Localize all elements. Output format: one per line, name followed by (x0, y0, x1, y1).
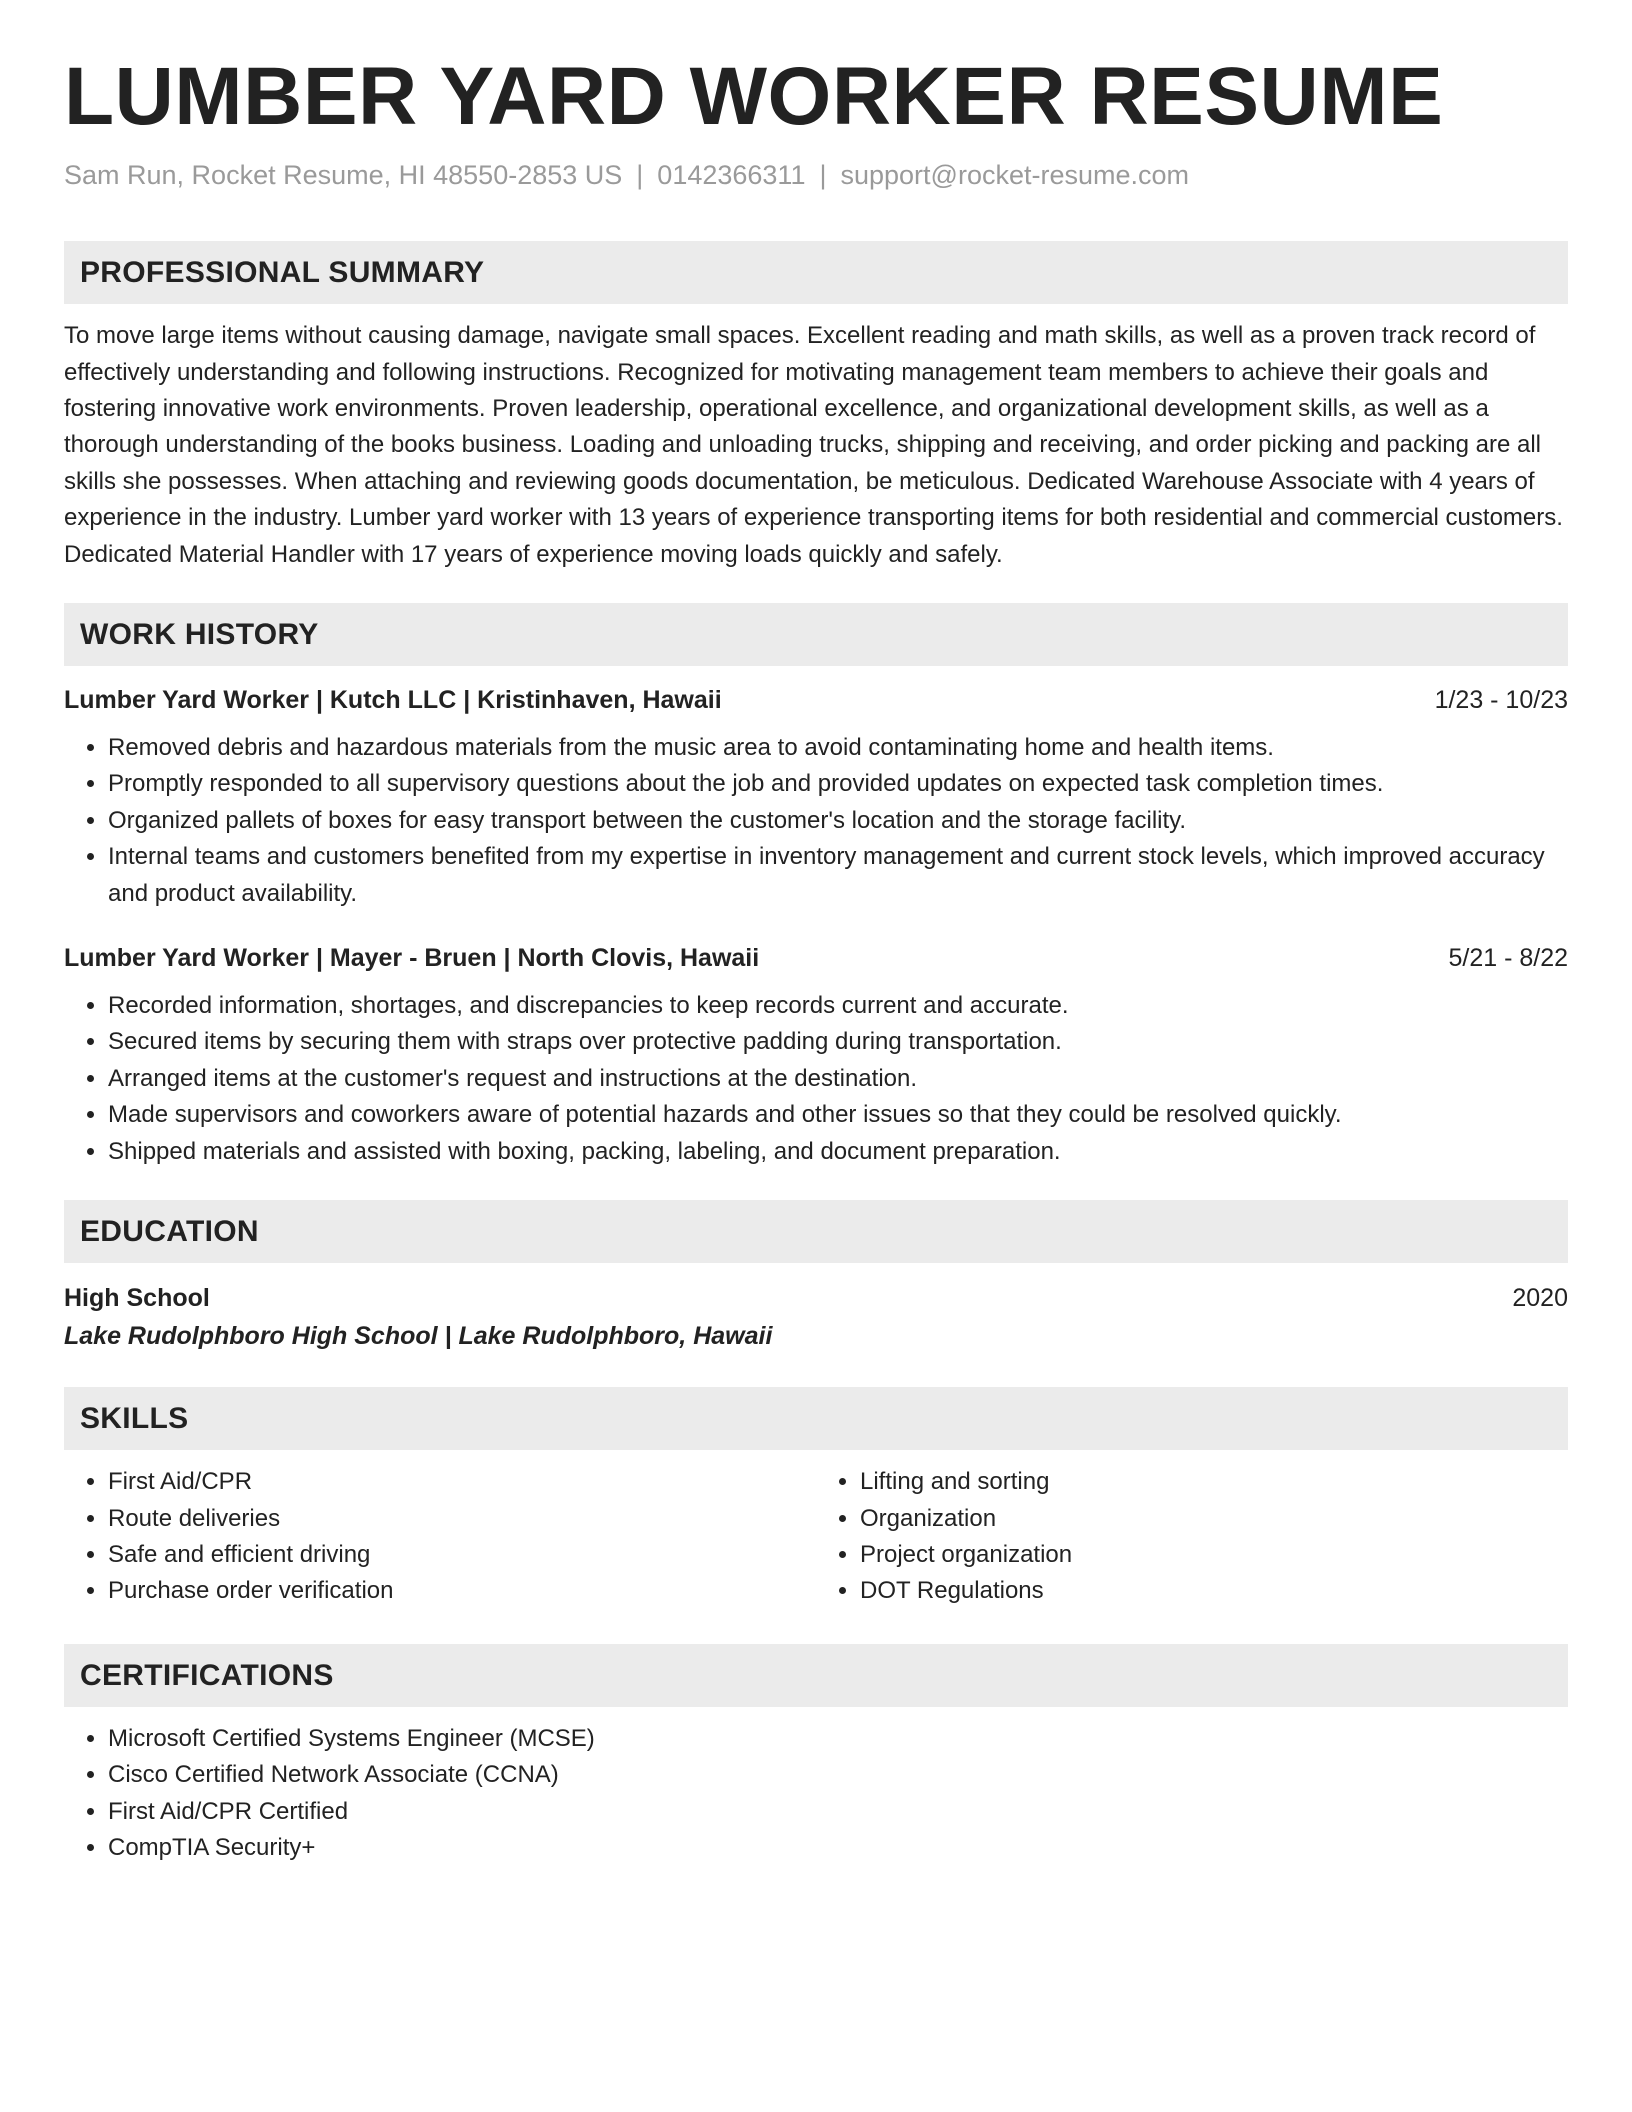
list-item: • Organized pallets of boxes for easy transport between the customer's location and the storage facility. (108, 803, 1568, 839)
certification-item: • First Aid/CPR Certified (108, 1794, 1568, 1830)
list-item: • Promptly responded to all supervisory questions about the job and provided updates on expected task completion times. (108, 766, 1568, 802)
contact-address: Sam Run, Rocket Resume, HI 48550-2853 US (64, 160, 623, 191)
education-degree: High School (64, 1284, 210, 1313)
job-header (64, 684, 1568, 716)
skills-grid (64, 1450, 1568, 1610)
skill-item: • Safe and efficient driving (108, 1537, 816, 1573)
education-entry (64, 1279, 1568, 1355)
list-item: • Made supervisors and coworkers aware of potential hazards and other issues so that they could be resolved quickly. (108, 1097, 1568, 1133)
job-dates: 1/23 - 10/23 (1434, 686, 1568, 715)
contact-separator: | (636, 160, 644, 191)
certification-item: • CompTIA Security+ (108, 1830, 1568, 1866)
job-title: Lumber Yard Worker | Mayer - Bruen | North Clovis, Hawaii (64, 944, 760, 973)
education-school: Lake Rudolphboro High School | Lake Rudolphboro, Hawaii (64, 1322, 773, 1351)
section-header-certifications: CERTIFICATIONS (64, 1644, 1568, 1707)
contact-email[interactable]: support@rocket-resume.com (840, 160, 1190, 191)
list-item: • Arranged items at the customer's request and instructions at the destination. (108, 1061, 1568, 1097)
skill-item: • Organization (860, 1501, 1568, 1537)
job-bullets (64, 730, 1568, 912)
skills-list (816, 1464, 1568, 1610)
section-header-education: EDUCATION (64, 1200, 1568, 1263)
skill-item: • Lifting and sorting (860, 1464, 1568, 1500)
education-header (64, 1279, 1568, 1317)
list-item: • Internal teams and customers benefited from my expertise in inventory management and current stock levels, which improved accuracy and product availability. (108, 839, 1568, 912)
contact-separator: | (819, 160, 827, 191)
list-item: • Removed debris and hazardous materials from the music area to avoid contaminating home and health items. (108, 730, 1568, 766)
contact-line (64, 160, 1568, 191)
skill-item: • Purchase order verification (108, 1573, 816, 1609)
contact-phone: 0142366311 (657, 160, 806, 191)
job-header (64, 942, 1568, 974)
skill-item: • Project organization (860, 1537, 1568, 1573)
section-header-work-history: WORK HISTORY (64, 603, 1568, 666)
summary-text: To move large items without causing damage, navigate small spaces. Excellent reading and math skills, as well as a proven track record of effectively understanding and following instructions. Recognized for motivating management team members to achieve their goals and fostering innovative work environments. Proven leadership, operational excellence, and organizational development skills, as well as a thorough understanding of the books business. Loading and unloading trucks, shipping and receiving, and order picking and packing are all skills she possesses. When attaching and reviewing goods documentation, be meticulous. Dedicated Warehouse Associate with 4 years of experience in the industry. Lumber yard worker with 13 years of experience transporting items for both residential and commercial customers. Dedicated Material Handler with 17 years of experience moving loads quickly and safely. (64, 322, 1563, 568)
job-bullets (64, 988, 1568, 1170)
skill-item: • DOT Regulations (860, 1573, 1568, 1609)
skills-list (64, 1464, 816, 1610)
section-header-skills: SKILLS (64, 1387, 1568, 1450)
certification-item: • Cisco Certified Network Associate (CCNA) (108, 1757, 1568, 1793)
certifications-list (64, 1721, 1568, 1867)
skills-column-right (816, 1450, 1568, 1610)
skill-item: • First Aid/CPR (108, 1464, 816, 1500)
list-item: • Secured items by securing them with straps over protective padding during transportation. (108, 1024, 1568, 1060)
section-header-summary: PROFESSIONAL SUMMARY (64, 241, 1568, 304)
list-item: • Recorded information, shortages, and discrepancies to keep records current and accurate. (108, 988, 1568, 1024)
job-title: Lumber Yard Worker | Kutch LLC | Kristinhaven, Hawaii (64, 686, 722, 715)
job-entry (64, 684, 1568, 912)
certification-item: • Microsoft Certified Systems Engineer (MCSE) (108, 1721, 1568, 1757)
skills-column-left (64, 1450, 816, 1610)
education-year: 2020 (1512, 1284, 1568, 1313)
list-item: • Shipped materials and assisted with boxing, packing, labeling, and document preparation. (108, 1134, 1568, 1170)
skill-item: • Route deliveries (108, 1501, 816, 1537)
resume-title: LUMBER YARD WORKER RESUME (64, 51, 1444, 142)
job-dates: 5/21 - 8/22 (1448, 944, 1568, 973)
job-entry (64, 942, 1568, 1170)
